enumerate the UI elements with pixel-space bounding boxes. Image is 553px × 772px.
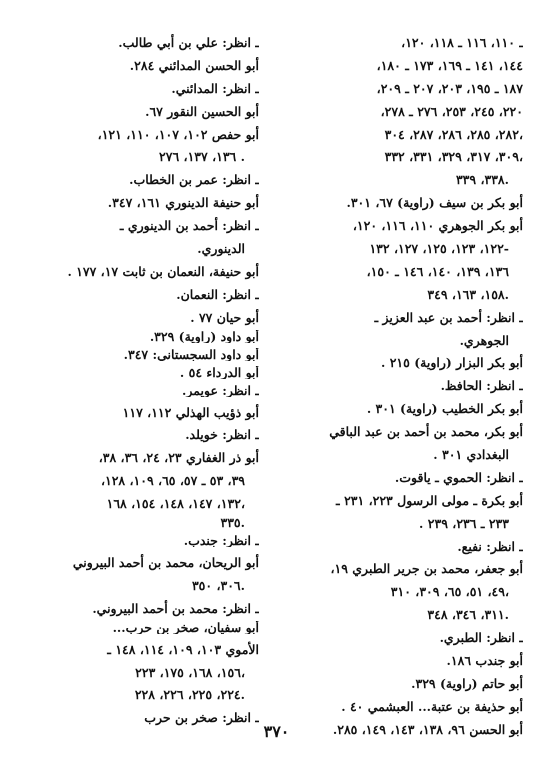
index-entry-line: أبو الحسن ٩٦، ١٣٨، ١٤٣، ١٤٩، ٢٨٥. <box>332 721 523 737</box>
left-column <box>14 32 259 730</box>
index-entry-line: ١٥٨، ١٦٣، ٣٤٩. <box>427 286 509 302</box>
index-entry-line: ـ انظر: عويمر. <box>182 383 259 397</box>
index-entry-line: أبو بكر الخطيب (راوية) ٣٠١ . <box>366 401 523 417</box>
index-entry-line: أبو الدرداء ٥٤ . <box>179 365 259 379</box>
index-entry-line: ـ انظر: علي بن أبي طالب. <box>118 35 259 50</box>
index-entry-line: الجوهري. <box>459 332 509 348</box>
index-entry-line: أبو ذر الغفاري ٢٣، ٢٤، ٣٦، ٣٨، <box>98 450 259 466</box>
index-entry-line: أبو حنيفة الدينوري ١٦١، ٣٤٧. <box>107 195 259 211</box>
index-entry-line: أبو الحسن المدائني ٢٨٤. <box>129 57 259 73</box>
index-entry-line: ـ انظر: عمر بن الخطاب. <box>129 172 259 188</box>
index-entry-line: أبو سفيان، صخر بن حرب... <box>112 620 259 634</box>
index-entry-line: أبو بكر، محمد بن أحمد بن عبد الباقي <box>329 424 523 440</box>
index-entry-line: ٢٣٣ ـ ٢٣٦، ٢٣٩ . <box>419 515 509 531</box>
index-entry-line: ـ انظر: المدائني. <box>171 80 259 96</box>
index-entry-line: ـ انظر: نفيع. <box>457 538 523 554</box>
index-entry-line: ـ انظر: النعمان. <box>176 286 259 302</box>
index-entry-line: ١٣٦، ١٣٩، ١٤٠، ١٤٦ ـ ١٥٠، <box>366 263 509 279</box>
index-entry-line: ٤٩، ٥١، ٦٥، ٣٠٩، ٣١٠، <box>390 584 509 600</box>
index-entry-line: ـ انظر: الطبري. <box>439 630 523 646</box>
index-entry-line: أبو الحسين النقور ٦٧. <box>145 103 259 119</box>
index-entry-line: أبو حذيفة بن عتبة... العبشمي ٤٠ . <box>341 698 523 714</box>
index-entry-line: أبو بكرة ـ مولى الرسول ٢٢٣، ٢٣١ ـ <box>336 492 523 508</box>
index-entry-line: ـ انظر: الحافظ. <box>440 378 523 394</box>
index-entry-line: ـ انظر: أحمد بن عبد العزيز ـ <box>374 309 523 325</box>
index-entry-line: أبو حيان ٧٧ . <box>190 309 259 325</box>
index-entry-line: ٣١١، ٣٤٦، ٣٤٨. <box>427 607 509 623</box>
index-entry-line: أبو بكر البزار (راوية) ٢١٥ . <box>381 355 523 371</box>
index-entry-line: ٣٠٩، ٣١٧، ٣٢٩، ٣٣١، ٣٣٢، <box>384 149 523 165</box>
index-entry-line: ١٤٤، ١٤١ ـ ١٦٩، ١٧٣ ـ ١٨٠، <box>376 57 523 73</box>
index-entry-line: أبو حفص ١٠٢، ١٠٧، ١١٠، ١٢١، <box>97 126 259 142</box>
index-entry-line: ١٣٢، ١٤٧، ١٤٨، ١٥٤، ١٦٨، <box>106 496 245 512</box>
index-entry-line: أبو جندب ١٨٦. <box>446 653 523 669</box>
index-entry-line: أبو داود (راوية) ٣٢٩. <box>149 329 259 343</box>
index-entry-line: الأموي ١٠٣، ١٠٩، ١١٤، ١٤٨ ـ <box>107 641 259 657</box>
index-entry-line: ـ انظر: الحموي ـ ياقوت. <box>394 469 523 485</box>
index-entry-line: أبو الريحان، محمد بن أحمد البيروني <box>72 555 259 571</box>
index-entry-line: ـ انظر: جندب. <box>183 534 259 548</box>
index-entry-line: أبو داود السجستاني: ٣٤٧. <box>123 347 259 361</box>
index-entry-line: ٣٠٦، ٣٥٠. <box>191 577 245 593</box>
index-entry-line: ٢٢٠، ٢٤٥، ٢٥٣، ٢٧٦ ـ ٢٧٨، <box>380 103 523 119</box>
index-entry-line: أبو جعفر، محمد بن جرير الطبري ١٩، <box>330 561 523 577</box>
index-entry-line: أبو ذؤيب الهذلي ١١٢، ١١٧ <box>122 404 259 420</box>
index-entry-line: ٣٣٨، ٣٣٩. <box>455 172 509 188</box>
page-number: ٣٧٠ <box>263 722 290 741</box>
index-entry-line: ـ انظر: صخر بن حرب <box>144 710 259 726</box>
index-entry-line: أبو بكر بن سيف (راوية) ٦٧، ٣٠١. <box>346 195 523 211</box>
index-entry-line: ١٢٢، ١٢٣، ١٢٥، ١٢٧، ١٣٢- <box>369 241 509 257</box>
index-entry-line: ـ انظر: خويلد. <box>185 427 259 443</box>
index-entry-line: أبو حنيفة، النعمان بن ثابت ١٧، ١٧٧ . <box>67 263 259 279</box>
index-entry-line: ١٥٦، ١٦٨، ١٧٥، ٢٢٣، <box>135 664 245 680</box>
index-entry-line: ١٨٧ ـ ١٩٥، ٢٠٣، ٢٠٧ ـ ٢٠٩، <box>376 80 523 96</box>
index-entry-line: ـ ١١٠، ١١٦ ـ ١١٨، ١٢٠، <box>401 35 523 50</box>
index-entry-line: الدينوري. <box>197 241 245 257</box>
index-entry-line: البغدادي ٣٠١ . <box>433 447 509 463</box>
index-entry-line: ٣٩، ٥٣ ـ ٥٧، ٦٥، ١٠٩، ١٢٨، <box>100 473 245 489</box>
index-entry-line: ٢٢٤، ٢٢٥، ٢٢٦، ٢٢٨. <box>134 687 245 703</box>
index-entry-line: ٣٣٥. <box>220 516 245 530</box>
index-entry-line: ـ انظر: محمد بن أحمد البيروني. <box>92 600 259 616</box>
right-column <box>278 32 523 742</box>
index-entry-line: ١٣٦، ١٣٧، ٢٧٦ . <box>159 149 245 165</box>
index-entry-line: ـ انظر: أحمد بن الدينوري ـ <box>119 218 259 234</box>
index-entry-line: أبو حاتم (راوية) ٣٢٩. <box>411 675 523 691</box>
index-entry-line: أبو بكر الجوهري ١١٠، ١١٦، ١٢٠، <box>352 218 523 234</box>
index-entry-line: ٢٨٢، ٢٨٥، ٢٨٦، ٢٨٧، ٣٠٤، <box>384 126 523 142</box>
